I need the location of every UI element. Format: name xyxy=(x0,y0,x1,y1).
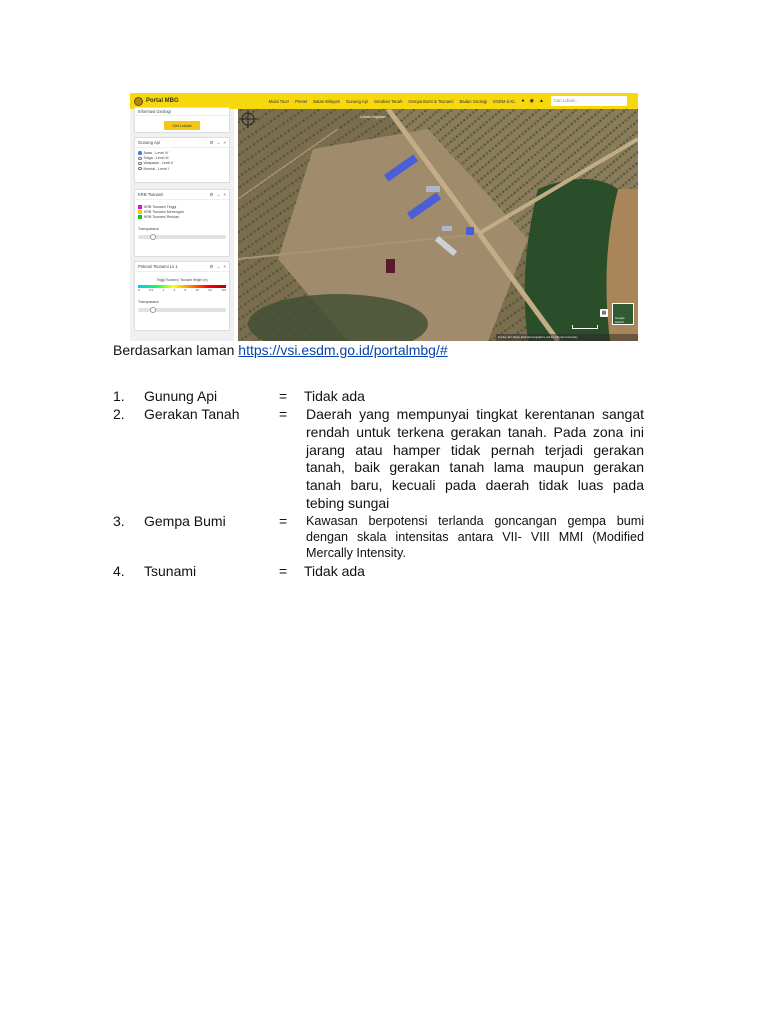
equals-sign: = xyxy=(279,406,288,422)
nav-badan-geologi[interactable]: Badan Geologi xyxy=(459,98,488,104)
ramp-tick: 10 xyxy=(195,288,199,293)
slider-handle[interactable] xyxy=(150,234,156,240)
legend-item: KRB Tsunami Menengah xyxy=(138,210,226,215)
slider-handle[interactable] xyxy=(150,307,156,313)
panel-informasi-geologi xyxy=(134,107,230,133)
info-icon[interactable]: ◉ xyxy=(529,98,534,104)
chevron-down-icon[interactable]: ⌄ xyxy=(216,191,221,197)
esdm-logo-icon xyxy=(134,97,143,106)
source-caption xyxy=(113,341,448,359)
legend-swatch xyxy=(138,210,142,214)
list-number: 4. xyxy=(113,563,125,579)
ramp-tick: 1 xyxy=(162,288,165,293)
chevron-down-icon[interactable]: ⌄ xyxy=(216,139,221,145)
radio-icon xyxy=(138,162,142,166)
list-term: Gunung Api xyxy=(144,388,218,404)
legend-swatch xyxy=(138,205,142,209)
portal-logo xyxy=(134,97,179,106)
radio-icon xyxy=(138,151,142,155)
list-description: Tidak ada xyxy=(304,563,365,579)
nav-gempa-bumi-tsunami[interactable]: Gempa Bumi & Tsunami xyxy=(408,98,454,104)
list-term: Tsunami xyxy=(144,563,197,579)
list-description: Daerah yang mempunyai tingkat kerentanan sangat rendah untuk terkena gerakan tanah. Pada zona ini jarang atau hamper tidak pernah terjadi gerakan tanah, baik gerakan tanah lama maupun gerakan tanah baru, kecuali pada daerah tidak luas pada tebing sungai xyxy=(306,406,644,511)
basemap-switcher[interactable] xyxy=(612,303,634,325)
ramp-tick: 0 xyxy=(138,288,140,293)
basemap-label: Google Hybrid xyxy=(615,316,625,324)
close-icon[interactable]: × xyxy=(223,264,226,269)
list-item[interactable]: Siaga - Level III xyxy=(138,156,226,161)
radio-icon xyxy=(138,167,142,171)
source-link[interactable]: https://vsi.esdm.go.id/portalmbg/# xyxy=(238,342,448,358)
settings-icon[interactable]: ⚙ xyxy=(209,191,214,197)
panel-krb-tsunami xyxy=(134,189,230,257)
transparency-slider[interactable] xyxy=(138,308,226,312)
ramp-tick: 3 xyxy=(173,288,176,293)
compass-icon[interactable] xyxy=(238,109,258,129)
map-scale-bar xyxy=(572,325,598,329)
list-term: Gerakan Tanah xyxy=(144,406,240,422)
close-icon[interactable]: × xyxy=(223,140,226,145)
list-description: Tidak ada xyxy=(304,388,365,404)
location-pin-icon[interactable]: ● xyxy=(521,98,525,104)
panel-gunung-api xyxy=(134,137,230,183)
user-icon[interactable]: ▲ xyxy=(538,98,544,104)
transparency-slider[interactable] xyxy=(138,235,226,239)
legend-item: KRB Tsunami Rendah xyxy=(138,215,226,220)
nav-preset[interactable]: Preset xyxy=(295,98,308,104)
transparency-label: Transparansi xyxy=(138,300,159,305)
equals-sign: = xyxy=(279,388,288,404)
nav-gunung-api[interactable]: Gunung Api xyxy=(345,98,368,104)
panel-title: Informasi Geologi xyxy=(138,109,171,114)
list-item[interactable]: Waspada - Level II xyxy=(138,161,226,166)
list-item[interactable]: Awas - Level IV xyxy=(138,151,226,156)
ramp-tick: 20 xyxy=(208,288,212,293)
portal-screenshot xyxy=(130,93,638,341)
legend-swatch xyxy=(138,215,142,219)
nav-batas-wilayah[interactable]: Batas Wilayah xyxy=(313,98,340,104)
portal-nav xyxy=(269,96,627,106)
settings-icon[interactable]: ⚙ xyxy=(209,263,214,269)
panel-title: KRB Tsunami xyxy=(138,192,164,197)
nav-esdm-kl[interactable]: ESDM & KL xyxy=(493,98,516,104)
map-place-label: Lokasi Kegiatan xyxy=(360,115,386,119)
ramp-tick: >20 xyxy=(220,288,226,293)
legend-title: Tinggi Tsunami | Tsunami Height (m) xyxy=(156,278,208,282)
nav-mulai-tour[interactable]: Mulai Tour! xyxy=(268,98,290,104)
panel-title: Gunung Api xyxy=(138,140,160,145)
radio-icon xyxy=(138,157,142,161)
ramp-tick: 0.5 xyxy=(149,288,154,293)
equals-sign: = xyxy=(279,513,288,529)
panel-title: Potensi Tsunami Lv 1 xyxy=(138,264,178,269)
map-attribution: Sumber: Esri, Maxar, Earthstar Geographics, and the GIS User Community xyxy=(496,334,638,341)
list-item[interactable]: Normal - Level I xyxy=(138,167,226,172)
caption-text: Berdasarkan laman xyxy=(113,342,239,358)
layer-sidebar xyxy=(130,109,234,341)
list-number: 1. xyxy=(113,388,125,404)
portal-title: Portal MBG xyxy=(146,98,179,104)
satellite-imagery xyxy=(238,109,638,341)
list-number: 2. xyxy=(113,406,125,422)
ramp-tick: 5 xyxy=(184,288,187,293)
transparency-label: Transparansi xyxy=(138,226,159,231)
settings-icon[interactable]: ⚙ xyxy=(209,139,214,145)
satellite-map[interactable] xyxy=(238,109,638,341)
list-term: Gempa Bumi xyxy=(144,513,226,529)
get-location-button[interactable]: Get Lokasi xyxy=(164,121,200,130)
layers-icon[interactable]: ▦ xyxy=(601,310,607,316)
list-description: Kawasan berpotensi terlanda goncangan gempa bumi dengan skala intensitas antara VII- VIII MMI (Modified Mercally Intensity. xyxy=(306,514,644,560)
legend-item: KRB Tsunami Tinggi xyxy=(138,205,226,210)
chevron-down-icon[interactable]: ⌄ xyxy=(216,263,221,269)
panel-potensi-tsunami xyxy=(134,261,230,331)
location-search-input[interactable]: Cari Lokasi... xyxy=(551,96,627,106)
list-number: 3. xyxy=(113,513,125,529)
equals-sign: = xyxy=(279,563,288,579)
close-icon[interactable]: × xyxy=(223,192,226,197)
nav-gerakan-tanah[interactable]: Gerakan Tanah xyxy=(373,98,403,104)
